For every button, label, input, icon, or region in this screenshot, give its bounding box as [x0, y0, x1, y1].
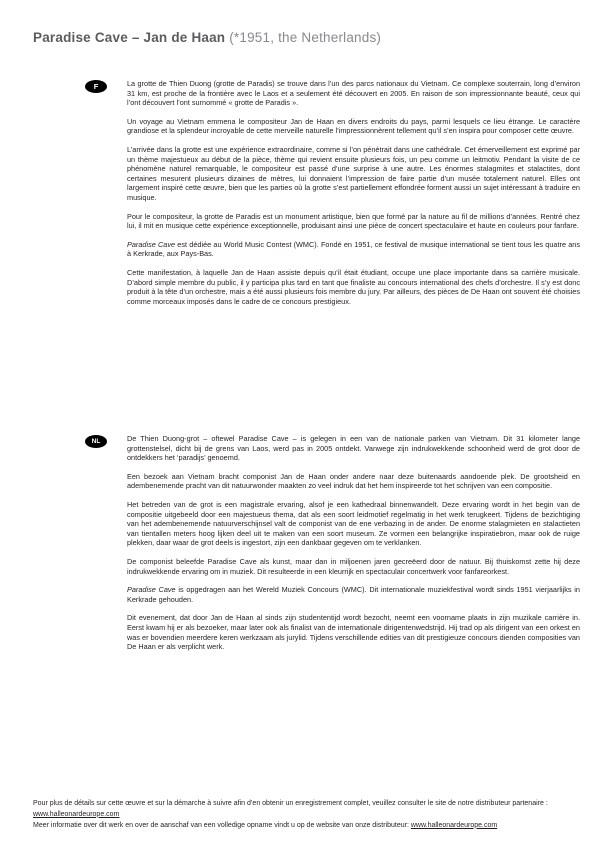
- paragraph: Dit evenement, dat door Jan de Haan al sinds zijn studententijd wordt bezocht, neemt een voorname plaats in zijn muzikale carrière in. Eerst kwam hij er als bezoeker, maar later ook als finalist van de internationale dirigentenwedstrijd. Hij trad op als dirigent van een orkest en was er bovendien meerdere keren werkzaam als jurylid. Tijdens verschillende edities van dit prestigieuze concours dienden composities van De Haan er als verplicht werk.: [127, 613, 580, 652]
- page-title: [33, 30, 381, 45]
- footer-french-link[interactable]: www.halleonardeurope.com: [33, 810, 120, 818]
- footer-dutch-link[interactable]: www.halleonardeurope.com: [410, 821, 498, 829]
- page-title-main: Paradise Cave – Jan de Haan: [33, 30, 226, 45]
- paragraph: Paradise Cave est dédiée au World Music Contest (WMC). Fondé en 1951, ce festival de musique international se tient tous les quatre ans à Kerkrade, aux Pays-Bas.: [127, 239, 580, 259]
- french-text-block: [127, 79, 580, 315]
- footer-dutch-note: [33, 821, 595, 832]
- language-badge-column: [85, 434, 107, 661]
- paragraph: Een bezoek aan Vietnam bracht componist Jan de Haan onder andere naar deze buitenaards aandoende plek. De grootsheid en adembenemende pracht van dit natuurwonder maakten zo veel indruk dat het hem inspireerde tot het schrijven van een compositie.: [127, 471, 580, 491]
- paragraph: Het betreden van de grot is een magistrale ervaring, alsof je een kathedraal binnenwandelt. Deze ervaring wordt in het begin van de compositie uitgebeeld door een majestueus thema, dat als een soort leidmotief regelmatig in het werk terugkeert. Tijdens de bezichtiging van het adembenemende natuurverschijnsel valt de componist van de ene verbazing in de ander. De enorme stalagmieten en stalactieten van tientallen meters hoog lijken deel uit te maken van een soort museum. Ze vormen een belangrijke inspiratiebron, maar ook de ruige plekken, daar waar de grot deels is ingestort, zijn een dankbaar gegeven om te verklanken.: [127, 499, 580, 548]
- page-title-suffix: (*1951, the Netherlands): [225, 30, 382, 45]
- paragraph: La grotte de Thien Duong (grotte de Paradis) se trouve dans l’un des parcs nationaux du Vietnam. Ce complexe souterrain, long d’environ 31 km, est proche de la frontière avec le Laos et a seulement été découvert en 2005. En raison de son impressionnante beauté, ceux qui l’ont découvert l’ont surnommé « grotte de Paradis ».: [127, 79, 580, 108]
- language-badge-f: F: [85, 80, 107, 93]
- footer-french-link-line: [33, 810, 595, 821]
- work-title-italic: Paradise Cave: [127, 239, 176, 249]
- footer: [33, 799, 595, 831]
- work-title-italic: Paradise Cave: [127, 585, 176, 595]
- paragraph: L’arrivée dans la grotte est une expérience extraordinaire, comme si l’on pénétrait dans une cathédrale. Cet émerveillement est exprimé par un thème majestueux au début de la pièce, thème qui revient ensuite plusieurs fois, un peu comme un leitmotiv. Pendant la visite de ce phénomène naturel remarquable, le compositeur est passé d’une surprise à une autre. Les énormes stalagmites et stalactites, dont certaines mesurent plusieurs dizaines de mètres, lui donnaient l’impression de faire partie d’un musée totalement naturel. Elles ont largement inspiré cette œuvre, bien que les parties où la grotte s’est partiellement effondrée forment aussi un sujet intéressant à traduire en musique.: [127, 144, 580, 202]
- footer-french-note: Pour plus de détails sur cette œuvre et sur la démarche à suivre afin d’en obtenir un enregistrement complet, veuillez consulter le site de notre distributeur partenaire :: [33, 800, 548, 807]
- dutch-text-block: [127, 434, 580, 661]
- paragraph: De componist beleefde Paradise Cave als kunst, maar dan in miljoenen jaren gecreëerd door de natuur. Bij thuiskomst zette hij deze indrukwekkende ervaring om in muziek. Dit resulteerde in een kleurrijk en spectaculair concertwerk voor fanfareorkest.: [127, 556, 580, 576]
- language-badge-column: [85, 79, 107, 315]
- footer-dutch-text: Meer informatie over dit werk en over de aanschaf van een volledige opname vindt u op de website van onze distributeur:: [33, 821, 411, 829]
- paragraph: Paradise Cave is opgedragen aan het Wereld Muziek Concours (WMC). Dit internationale muziekfestival wordt sinds 1951 vierjaarlijks in Kerkrade gehouden.: [127, 585, 580, 604]
- section-dutch: [85, 434, 580, 661]
- section-french: [85, 79, 580, 315]
- paragraph: De Thien Duong-grot – oftewel Paradise Cave – is gelegen in een van de nationale parken van Vietnam. Dit 31 kilometer lange grottenstelsel, dicht bij de grens van Laos, werd pas in 2005 ontdekt. Vanwege zijn indrukwekkende schoonheid werd de grot door de ontdekkers het ‘paradijs’ genoemd.: [127, 434, 580, 463]
- paragraph: Un voyage au Vietnam emmena le compositeur Jan de Haan en divers endroits du pays, parmi lesquels ce lieu étrange. Le caractère grandiose et la splendeur incroyable de cette merveille naturelle l’impressionnèrent tellement qu’il s’en inspira pour composer cette œuvre.: [127, 116, 580, 136]
- paragraph: Cette manifestation, à laquelle Jan de Haan assiste depuis qu’il était étudiant, occupe une place importante dans sa carrière musicale. D’abord simple membre du public, il y participa plus tard en tant que finaliste au concours international des chefs d’orchestre. Il s’y est donc produit à la tête d’un orchestre, mais a été aussi plusieurs fois membre du jury. Par ailleurs, des pièces de De Haan ont souvent été choisies comme morceaux imposés dans le cadre de ce concours prestigieux.: [127, 267, 580, 306]
- language-badge-nl: NL: [85, 435, 107, 448]
- paragraph: Pour le compositeur, la grotte de Paradis est un monument artistique, bien que formé par la nature au fil de millions d’années. Rentré chez lui, il mit en musique cette expérience exceptionnelle, produisant ainsi une pièce de concert spectaculaire et haute en couleurs pour fanfare.: [127, 211, 580, 231]
